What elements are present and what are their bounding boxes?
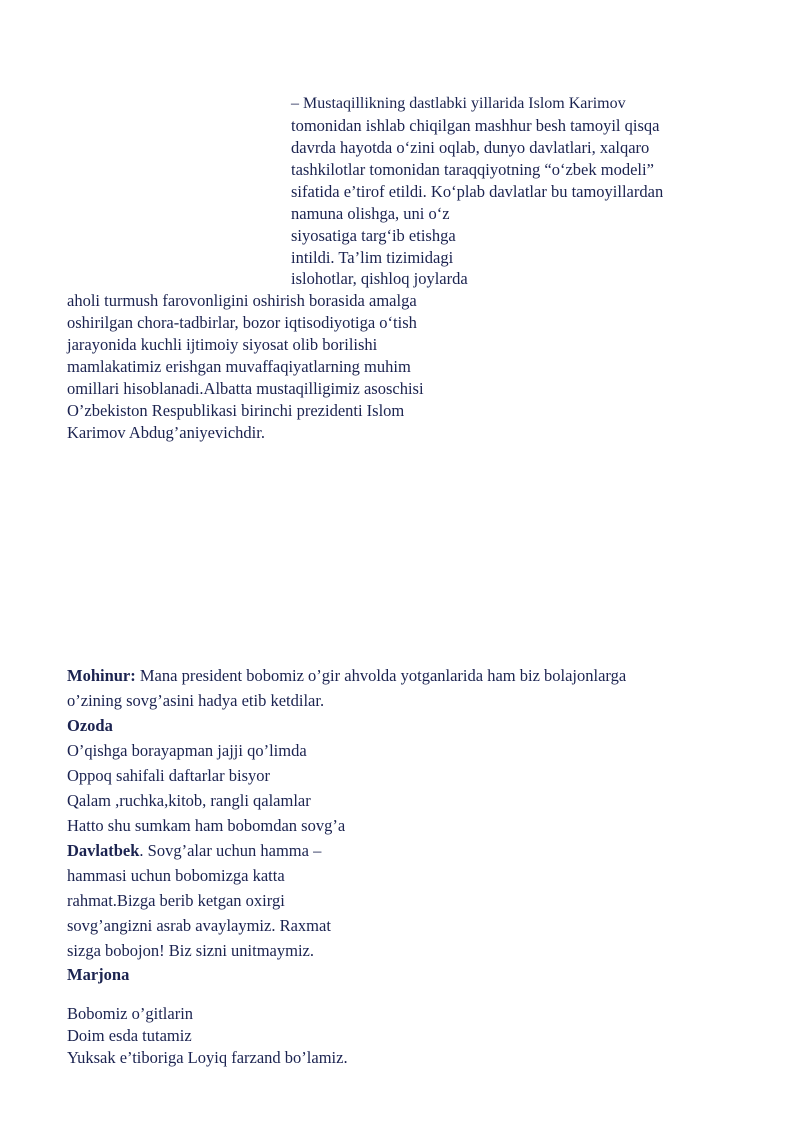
speaker-label: Marjona [67, 965, 130, 984]
intro-line: omillari hisoblanadi.Albatta mustaqilligimiz asoschisi [67, 379, 424, 398]
speaker-name-marjona [67, 964, 129, 985]
mohinur-line [67, 665, 626, 686]
intro-line: tashkilotlar tomonidan taraqqiyotning “o‘zbek modeli” [291, 160, 654, 179]
speaker-label: Ozoda [67, 716, 113, 735]
davlatbek-line: hammasi uchun bobomizga katta [67, 866, 285, 885]
speaker-name-davlatbek: Davlatbek [67, 841, 140, 860]
intro-line: mamlakatimiz erishgan muvaffaqiyatlarning muhim [67, 357, 411, 376]
verse-line: Bobomiz o’gitlarin [67, 1004, 194, 1023]
intro-line: islohotlar, qishloq joylarda [291, 269, 468, 288]
intro-line: – Mustaqillikning dastlabki yillarida Islom Karimov [291, 95, 626, 112]
intro-line: O’zbekiston Respublikasi birinchi prezidenti Islom [67, 401, 405, 420]
verse-line: O’qishga borayapman jajji qo’limda [67, 741, 307, 760]
intro-line: intildi. Ta’lim tizimidagi [291, 248, 454, 267]
verse-line: Doim esda tutamiz [67, 1026, 192, 1045]
mohinur-text: Mana president bobomiz o’gir ahvolda yotganlarida ham biz bolajonlarga [139, 666, 627, 685]
verse-line: Qalam ,ruchka,kitob, rangli qalamlar [67, 791, 311, 810]
intro-line: Karimov Abdug’aniyevichdir. [67, 423, 265, 442]
intro-line: siyosatiga targ‘ib etishga [291, 226, 456, 245]
speaker-name-mohinur: Mohinur: [67, 666, 136, 685]
intro-line: aholi turmush farovonligini oshirish borasida amalga [67, 291, 417, 310]
davlatbek-line: sovg’angizni asrab avaylaymiz. Raxmat [67, 916, 331, 935]
davlatbek-line [67, 840, 321, 861]
intro-line: tomonidan ishlab chiqilgan mashhur besh tamoyil qisqa [291, 116, 660, 135]
intro-line: sifatida e’tirof etildi. Ko‘plab davlatlar bu tamoyillardan [291, 182, 664, 201]
speaker-name-ozoda [67, 715, 113, 736]
intro-line: jarayonida kuchli ijtimoiy siyosat olib borilishi [67, 335, 378, 354]
mohinur-line: o’zining sovg’asini hadya etib ketdilar. [67, 691, 325, 710]
intro-line: davrda hayotda o‘zini oqlab, dunyo davlatlari, xalqaro [291, 138, 650, 157]
davlatbek-text: . Sovg’alar uchun hamma – [139, 841, 322, 860]
verse-line: Oppoq sahifali daftarlar bisyor [67, 766, 270, 785]
verse-line: Hatto shu sumkam ham bobomdan sovg’a [67, 816, 346, 835]
davlatbek-line: rahmat.Bizga berib ketgan oxirgi [67, 891, 285, 910]
intro-line: namuna olishga, uni o‘z [291, 204, 450, 223]
intro-line: oshirilgan chora-tadbirlar, bozor iqtisodiyotiga o‘tish [67, 313, 417, 332]
verse-line: Yuksak e’tiboriga Loyiq farzand bo’lamiz. [67, 1048, 348, 1067]
davlatbek-line: sizga bobojon! Biz sizni unitmaymiz. [67, 941, 315, 960]
